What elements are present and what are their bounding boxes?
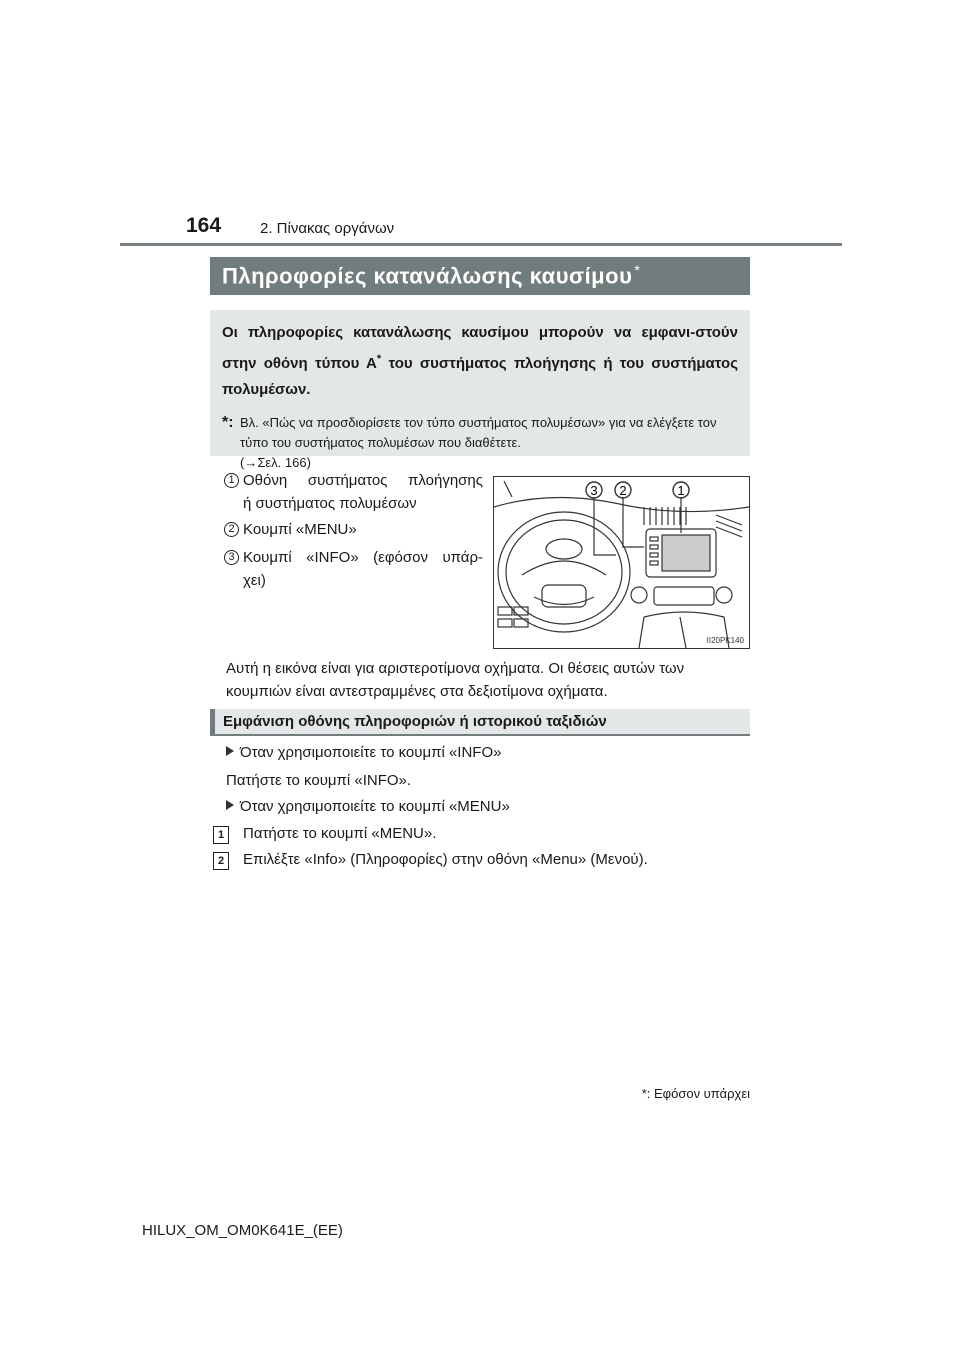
chapter-title: 2. Πίνακας οργάνων (260, 220, 395, 237)
header-divider (120, 243, 842, 246)
steering-logo (546, 539, 582, 559)
callout-item (243, 518, 483, 541)
step-number: 2 (213, 852, 229, 870)
bottom-footnote (642, 1086, 750, 1101)
leader-line-3 (594, 497, 616, 555)
footnote-page-link[interactable]: (→Σελ. 166) (240, 455, 311, 470)
intro-text-part2: του συστήματος πλοήγησης ή του συστήματος πολυμέσων. (222, 355, 738, 398)
intro-text-part1: Οι πληροφορίες κατανάλωσης καυσίμου μπορούν να εμφανι-στούν στην οθόνη τύπου Α (222, 324, 738, 372)
steering-wheel-outline (498, 512, 630, 632)
callout-text: ή συστήματος πολυμέσων (243, 495, 417, 512)
figure-code: II20PK140 (706, 636, 744, 645)
leader-line-2 (623, 497, 644, 547)
triangle-bullet-icon (226, 800, 234, 810)
asterisk-icon: * (634, 262, 641, 278)
case-menu-text: Όταν χρησιμοποιείτε το κουμπί «MENU» (240, 798, 510, 815)
subsection-heading: Εμφάνιση οθόνης πληροφοριών ή ιστορικού ταξιδιών (210, 709, 750, 736)
case-menu (226, 798, 510, 815)
step-text: Επιλέξτε «Info» (Πληροφορίες) στην οθόνη «Menu» (Μενού). (243, 851, 648, 868)
figure-label: 1 (677, 483, 685, 498)
callout-text: Οθόνη συστήματος πλοήγησης (243, 472, 483, 489)
triangle-bullet-icon (226, 746, 234, 756)
section-title-text: Πληροφορίες κατανάλωσης καυσίμου (222, 263, 633, 289)
document-footer: HILUX_OM_OM0K641E_(EE) (142, 1222, 343, 1239)
intro-box (210, 310, 750, 470)
footnote-mark: *: (222, 414, 234, 431)
intro-asterisk: * (376, 353, 382, 365)
callout-text: Κουμπί «MENU» (243, 521, 357, 538)
asterisk-icon: * (641, 1086, 647, 1101)
figure-label: 3 (590, 483, 598, 498)
intro-footnote (222, 413, 738, 473)
dashboard-illustration (494, 477, 749, 648)
dashboard-figure (493, 476, 750, 649)
step-text: Πατήστε το κουμπί «MENU». (243, 825, 437, 842)
callout-text: χει) (243, 572, 266, 589)
note-paragraph: Αυτή η εικόνα είναι για αριστεροτίμονα οχήματα. Οι θέσεις αυτών των κουμπιών είναι αντεστραμμένες στα δεξιοτίμονα οχήματα. (226, 660, 685, 700)
page-number: 164 (186, 214, 222, 237)
figure-label: 2 (619, 483, 627, 498)
footnote-text: Βλ. «Πώς να προσδιορίσετε τον τύπο συστήματος πολυμέσων» για να ελέγξετε τον τύπο του συστήματος πολυμέσων που διαθέτετε. (240, 415, 717, 450)
callout-number: 2 (224, 522, 239, 537)
dashboard-outline (494, 497, 749, 511)
callout-item (243, 546, 483, 592)
callout-number: 1 (224, 473, 239, 488)
callout-number: 3 (224, 550, 239, 565)
case-info (226, 744, 501, 761)
step-number: 1 (213, 826, 229, 844)
callout-text: Κουμπί «INFO» (εφόσον υπάρ- (243, 549, 483, 566)
case-info-step: Πατήστε το κουμπί «INFO». (226, 772, 412, 789)
case-info-text: Όταν χρησιμοποιείτε το κουμπί «INFO» (240, 744, 502, 761)
bottom-footnote-text: : Εφόσον υπάρχει (646, 1086, 750, 1101)
callout-item (243, 469, 483, 515)
section-title (210, 257, 750, 295)
intro-text (222, 320, 738, 403)
